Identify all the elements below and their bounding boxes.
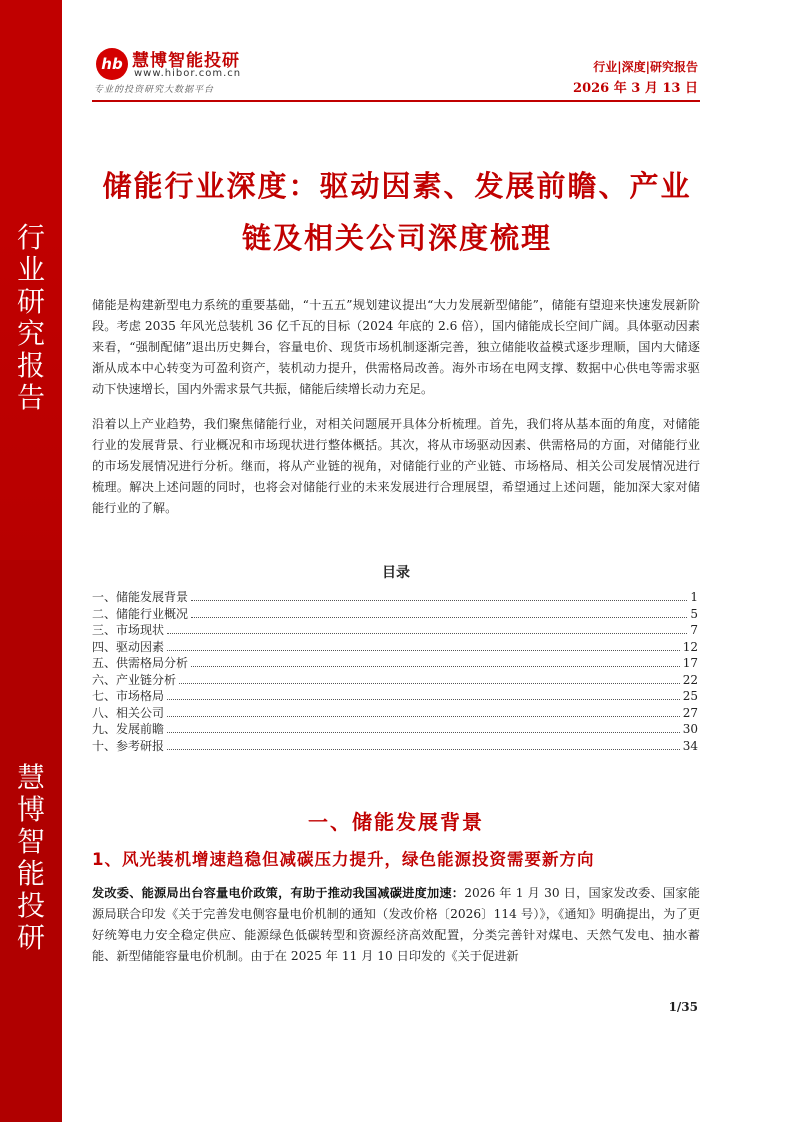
logo-icon: hb	[96, 48, 128, 80]
toc-leader	[167, 649, 680, 651]
toc-item[interactable]	[92, 704, 698, 721]
toc-leader	[167, 748, 680, 750]
toc-item-page: 30	[682, 722, 698, 736]
sidebar	[0, 0, 62, 1122]
sidebar-char: 能	[16, 857, 45, 890]
sidebar-char: 投	[16, 889, 45, 922]
toc-item-label: 一、储能发展背景	[92, 590, 189, 604]
sidebar-brand	[0, 762, 62, 954]
document-date: 2026 年 3 月 13 日	[573, 81, 698, 96]
toc-item-label: 七、市场格局	[92, 689, 165, 703]
sidebar-char: 智	[16, 825, 45, 858]
sidebar-char: 行	[16, 221, 45, 254]
intro-paragraph-2: 沿着以上产业趋势，我们聚焦储能行业，对相关问题展开具体分析梳理。首先，我们将从基本面的角度，对储能行业的发展背景、行业概况和市场现状进行整体概括。其次，将从市场驱动因素、供需格局的方面，对储能行业的市场发展情况进行分析。继而，将从产业链的视角，对储能行业的产业链、市场格局、相关公司发展情况进行梳理。解决上述问题的同时，也将会对储能行业的未来发展进行合理展望，希望通过上述问题，能加深大家对储能行业的了解。	[92, 417, 700, 515]
page-number: 1/35	[668, 1000, 698, 1014]
toc-item[interactable]	[92, 720, 698, 737]
toc-item-label: 十、参考研报	[92, 738, 165, 753]
toc-leader	[179, 682, 680, 684]
sidebar-report-type	[0, 222, 62, 414]
table-of-contents	[92, 588, 698, 753]
sidebar-char: 研	[16, 921, 45, 954]
toc-item[interactable]	[92, 671, 698, 688]
toc-leader	[191, 665, 680, 667]
toc-item-label: 四、驱动因素	[92, 639, 165, 654]
logo-name: 慧博智能投研	[132, 51, 240, 71]
toc-item[interactable]	[92, 654, 698, 671]
subsection-heading: 1、风光装机增速趋稳但减碳压力提升，绿色能源投资需要新方向	[92, 850, 595, 869]
toc-item-page: 22	[682, 672, 698, 687]
toc-item-page: 5	[690, 606, 698, 621]
sidebar-char: 报	[16, 349, 45, 382]
toc-item-label: 三、市场现状	[92, 623, 165, 637]
toc-leader	[191, 616, 687, 618]
toc-item[interactable]	[92, 588, 698, 605]
sidebar-char: 业	[16, 253, 45, 286]
toc-item-label: 五、供需格局分析	[92, 656, 189, 670]
toc-leader	[167, 731, 680, 733]
toc-title: 目录	[382, 565, 410, 581]
page-header	[92, 46, 700, 102]
sidebar-char: 研	[16, 285, 45, 318]
toc-item-page: 12	[682, 639, 698, 654]
toc-item[interactable]	[92, 737, 698, 754]
logo-url[interactable]: www.hibor.com.cn	[134, 68, 242, 79]
toc-item-page: 25	[682, 689, 698, 703]
toc-leader	[167, 632, 687, 634]
toc-item-page: 7	[690, 623, 698, 637]
toc-item[interactable]	[92, 638, 698, 655]
toc-item-page: 1	[690, 590, 698, 604]
toc-leader	[191, 599, 687, 601]
sidebar-char: 慧	[16, 761, 45, 794]
logo-slogan: 专业的投资研究大数据平台	[94, 85, 215, 95]
toc-leader	[167, 698, 680, 700]
paragraph-body: 2026 年 1 月 30 日，国家发改委、国家能源局联合印发《关于完善发电侧容量电价机制的通知（发改价格〔2026〕114 号）》，《通知》明确提出，为了更好统筹电力安全稳定供应、能源绿色低碳转型和资源经济高效配置，分类完善针对煤电、天然气发电、抽水蓄能、新型储能容量电价机制。由于在 2025 年 11 月 10 日印发的《关于促进新	[92, 886, 700, 963]
sidebar-char: 博	[16, 793, 45, 826]
toc-item-page: 34	[682, 738, 698, 753]
toc-item-label: 八、相关公司	[92, 705, 165, 720]
title-line-1: 储能行业深度：驱动因素、发展前瞻、产业	[102, 169, 692, 203]
paragraph-lead: 发改委、能源局出台容量电价政策，有助于推动我国减碳进度加速：	[92, 886, 465, 900]
toc-item-label: 六、产业链分析	[92, 672, 177, 687]
toc-item[interactable]	[92, 687, 698, 704]
sidebar-char: 告	[16, 381, 45, 414]
section-heading: 一、储能发展背景	[308, 810, 484, 834]
title-line-2: 链及相关公司深度梳理	[241, 221, 552, 255]
sidebar-char: 究	[16, 317, 45, 350]
document-type: 行业|深度|研究报告	[593, 60, 698, 74]
toc-item[interactable]	[92, 621, 698, 638]
toc-item[interactable]	[92, 605, 698, 622]
intro-paragraph-1: 储能是构建新型电力系统的重要基础，“十五五”规划建议提出“大力发展新型储能”，储能有望迎来快速发展新阶段。考虑 2035 年风光总装机 36 亿千瓦的目标（2024 年底的 2.6 倍），国内储能成长空间广阔。具体驱动因素来看，“强制配储”退出历史舞台，容量电价、现货市场机制逐渐完善，独立储能收益模式逐步理顺，国内大储逐渐从成本中心转变为可盈利资产，装机动力提升，供需格局改善。海外市场在电网支撑、数据中心供电等需求驱动下快速增长，国内外需求景气共振，储能后续增长动力充足。	[92, 298, 700, 396]
toc-item-label: 二、储能行业概况	[92, 606, 189, 621]
page-title	[92, 160, 702, 264]
toc-item-label: 九、发展前瞻	[92, 722, 165, 736]
toc-item-page: 17	[682, 656, 698, 670]
toc-item-page: 27	[682, 705, 698, 720]
section-paragraph	[92, 883, 700, 967]
toc-leader	[167, 715, 680, 717]
